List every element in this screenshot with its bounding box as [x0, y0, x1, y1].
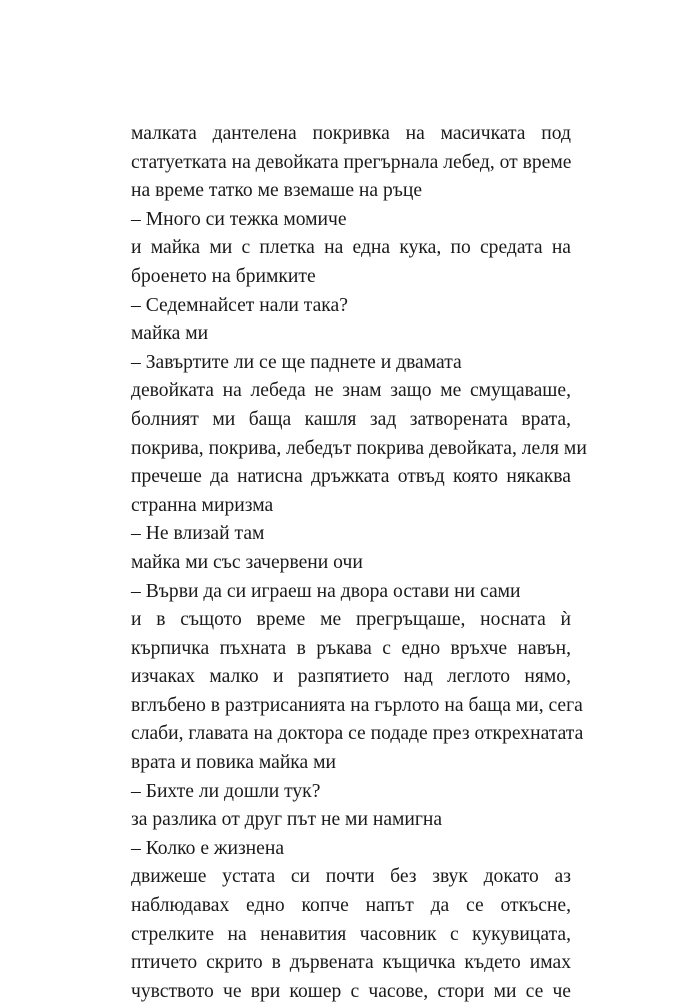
- text-line: покрива, покрива, лебедът покрива девойката, леля ми: [131, 437, 587, 459]
- text-line: движеше устата си почти без звук докато аз: [131, 866, 571, 888]
- text-line: стрелките на ненавития часовник с кукувицата,: [131, 923, 571, 945]
- text-line: пречеше да натисна дръжката отвъд която някаква: [131, 466, 571, 488]
- text-line: – Много си тежка момиче: [131, 208, 347, 230]
- text-line: и майка ми с плетка на една кука, по средата на: [131, 237, 571, 259]
- text-line: вглъбено в разтрисанията на гърлото на баща ми, сега: [131, 694, 583, 716]
- text-line: майка ми: [131, 323, 209, 345]
- text-line: наблюдавах едно копче напът да се откъсне,: [131, 895, 571, 917]
- text-line: чувството че ври кошер с часове, стори ми се че: [131, 980, 571, 1002]
- text-line: малката дантелена покривка на масичката под: [131, 123, 571, 144]
- text-line: статуетката на девойката прегърнала лебед, от време: [131, 151, 572, 173]
- text-line: – Завъртите ли се ще паднете и двамата: [131, 351, 462, 373]
- text-line: – Върви да си играеш на двора остави ни сами: [131, 580, 521, 602]
- text-line: странна миризма: [131, 494, 274, 516]
- text-line: на време татко ме вземаше на ръце: [131, 180, 423, 202]
- text-line: броенето на бримките: [131, 265, 316, 287]
- text-line: майка ми със зачервени очи: [131, 551, 363, 573]
- text-line: – Седемнайсет нали така?: [131, 294, 348, 316]
- text-line: кърпичка пъхната в ръкава с едно връхче навън,: [131, 637, 571, 659]
- text-line: – Колко е жизнена: [131, 837, 285, 859]
- text-line: – Не влизай там: [131, 523, 265, 545]
- text-line: девойката на лебеда не знам защо ме смущаваше,: [131, 380, 571, 402]
- text-line: и в същото време ме прегръщаше, носната ѝ: [131, 609, 571, 631]
- page-text: [131, 120, 587, 1006]
- text-line: болният ми баща кашля зад затворената врата,: [131, 408, 571, 430]
- text-line: слаби, главата на доктора се подаде през открехнатата: [131, 723, 584, 745]
- text-line: изчаках малко и разпятието над леглото нямо,: [131, 666, 571, 688]
- text-line: врата и повика майка ми: [131, 752, 337, 774]
- text-line: птичето скрито в дървената къщичка където имах: [131, 952, 571, 974]
- text-line: – Бихте ли дошли тук?: [131, 780, 321, 802]
- text-line: за разлика от друг път не ми намигна: [131, 809, 443, 831]
